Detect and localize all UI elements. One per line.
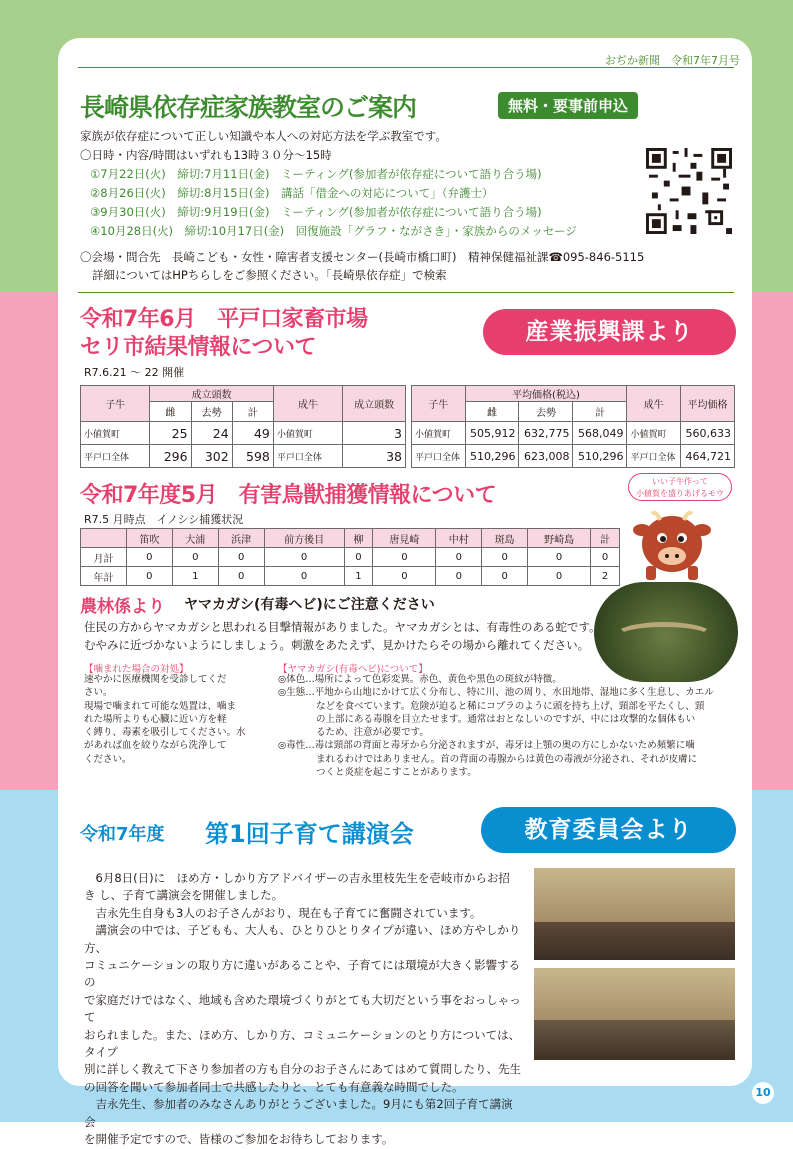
row-label: 小値賀町 bbox=[273, 422, 342, 445]
text-line: で家庭だけではなく、地域も含めた環境づくりがとても大切だという事をおっしゃって bbox=[84, 992, 521, 1025]
col-header: 笛吹 bbox=[126, 529, 172, 548]
free-badge: 無料・要事前申込 bbox=[498, 92, 638, 119]
cell: 0 bbox=[126, 567, 172, 586]
cell: 24 bbox=[191, 422, 232, 445]
text-line: ◎毒性…毒は頸部の背面と毒牙から分泌されますが、毒牙は上顎の奥の方にしかないため頻繁に噛 bbox=[278, 740, 695, 752]
col-header: 雌 bbox=[465, 402, 519, 422]
col-header: 計 bbox=[573, 402, 627, 422]
text-line: く縛り、毒素を吸引してください。水 bbox=[84, 727, 246, 739]
cell: 0 bbox=[591, 548, 620, 567]
cell: 0 bbox=[218, 548, 264, 567]
table-row bbox=[81, 567, 620, 586]
snake-photo bbox=[594, 582, 738, 682]
education-board-label: 教育委員会より bbox=[481, 807, 736, 853]
col-header: 斑島 bbox=[482, 529, 528, 548]
forestry-title: 農林係より bbox=[80, 597, 165, 617]
market-title-line1: 令和7年6月 平戸口家畜市場 bbox=[80, 307, 368, 332]
text-line: コミュニケーションの取り方に違いがあることや、子育てには環境が大きく影響するの bbox=[84, 958, 521, 990]
lecture-title-prefix: 令和7年度 bbox=[80, 824, 165, 845]
cell: 2 bbox=[591, 567, 620, 586]
cell: 0 bbox=[172, 548, 218, 567]
head-count-table bbox=[80, 385, 406, 468]
col-header: 計 bbox=[232, 402, 273, 422]
count-header: 成立頭数 bbox=[150, 386, 273, 402]
text-line: の回答を聞いて参加者同士で共感したりと、とても有意義な時間でした。 bbox=[84, 1079, 464, 1094]
adult-header: 成牛 bbox=[627, 386, 681, 422]
text-line: おられました。また、ほめ方、しかり方、コミュニケーションのとり方については、タイプ bbox=[84, 1027, 521, 1060]
cell: 598 bbox=[232, 445, 273, 468]
col-header: 去勢 bbox=[519, 402, 573, 422]
col-header: 計 bbox=[591, 529, 620, 548]
text-line: つくと炎症を起こすことがあります。 bbox=[278, 767, 477, 779]
table-row bbox=[412, 445, 735, 468]
table-row bbox=[81, 548, 620, 567]
adult-price-header: 平均価格 bbox=[680, 386, 734, 422]
cow-speech-bubble bbox=[628, 473, 732, 501]
snake-warning-title: ヤマカガシ(有毒ヘビ)にご注意ください bbox=[184, 597, 435, 613]
lecture-title: 第1回子育て講演会 bbox=[205, 820, 414, 848]
col-header: 雌 bbox=[150, 402, 191, 422]
audience-shape bbox=[534, 922, 735, 960]
text-line: き し、子育て講演会を開催しました。 bbox=[84, 888, 284, 903]
cow-mascot-icon bbox=[632, 508, 712, 584]
session-item: ③9月30日(火) 締切:9月19日(金) ミーティング(参加者が依存症について語り合う場) bbox=[90, 205, 542, 219]
text-line: ◎体色…場所によって色彩変異。赤色、黄色や黒色の斑紋が特徴。 bbox=[278, 674, 562, 685]
text-line: 吉永先生、参加者のみなさんありがとうございました。9月にも第2回子育て講演会 bbox=[84, 1097, 513, 1129]
session-item: ④10月28日(火) 締切:10月17日(金) 回復施設「グラフ・ながさき」・家族からのメッセージ bbox=[90, 224, 577, 238]
cell: 510,296 bbox=[573, 445, 627, 468]
market-title-line2: セリ市結果情報について bbox=[80, 335, 317, 360]
price-header: 平均価格(税込) bbox=[465, 386, 627, 402]
newsletter-header: おぢか新聞 令和7年7月号 bbox=[605, 54, 740, 67]
row-label: 月計 bbox=[81, 548, 127, 567]
capture-subtitle: R7.5 月時点 イノシシ捕獲状況 bbox=[84, 513, 244, 526]
cell: 1 bbox=[344, 567, 373, 586]
col-header: 柳 bbox=[344, 529, 373, 548]
table-row bbox=[81, 445, 406, 468]
cell: 0 bbox=[373, 567, 436, 586]
snake-shape bbox=[614, 622, 714, 650]
cell: 0 bbox=[436, 567, 482, 586]
table-row bbox=[412, 422, 735, 445]
cell: 296 bbox=[150, 445, 191, 468]
cell: 623,008 bbox=[519, 445, 573, 468]
col-header: 去勢 bbox=[191, 402, 232, 422]
col-header: 大浦 bbox=[172, 529, 218, 548]
text-line: まれるわけではありません。首の背面の毒腺からは黄色の毒液が分泌され、それが皮膚に bbox=[278, 753, 698, 765]
addiction-class-title: 長崎県依存症家族教室のご案内 bbox=[80, 93, 417, 122]
adult-count-header: 成立頭数 bbox=[343, 386, 406, 422]
col-header: 唐見崎 bbox=[373, 529, 436, 548]
cell: 0 bbox=[482, 548, 528, 567]
lecture-body bbox=[84, 870, 524, 1149]
cell: 25 bbox=[150, 422, 191, 445]
cell: 568,049 bbox=[573, 422, 627, 445]
row-label: 平戸口全体 bbox=[273, 445, 342, 468]
cell: 510,296 bbox=[465, 445, 519, 468]
corner-cell bbox=[81, 529, 127, 548]
cell: 1 bbox=[172, 567, 218, 586]
col-header: 野崎島 bbox=[528, 529, 591, 548]
row-label: 小値賀町 bbox=[627, 422, 681, 445]
bite-care-text bbox=[84, 673, 280, 766]
cell: 505,912 bbox=[465, 422, 519, 445]
text-line: の上部にある毒腺を目立たせます。通常はおとなしいのですが、中には攻撃的な個体もい bbox=[278, 713, 696, 725]
snake-info-heading: 【ヤマカガシ(有毒ヘビ)について】 bbox=[278, 664, 428, 675]
text-line: などを食べています。危険が迫ると稀にコブラのように頭を持ち上げ、頸部を平たくし、頸 bbox=[278, 700, 705, 712]
bite-care-heading: 【噛まれた場合の対処】 bbox=[84, 664, 189, 675]
text-line: を開催予定ですので、皆様のご参加をお待ちしております。 bbox=[84, 1132, 394, 1147]
col-header: 中村 bbox=[436, 529, 482, 548]
cell: 0 bbox=[528, 548, 591, 567]
price-table bbox=[411, 385, 735, 468]
text-line: さい。 bbox=[84, 687, 113, 699]
venue-info: 〇会場・問合先 長崎こども・女性・障害者支援センター(長崎市橋口町) 精神保健福祉課☎095-846-5115 bbox=[80, 250, 645, 264]
cell: 3 bbox=[343, 422, 406, 445]
row-label: 平戸口全体 bbox=[81, 445, 150, 468]
cell: 0 bbox=[482, 567, 528, 586]
cell: 0 bbox=[528, 567, 591, 586]
addiction-times: 〇日時・内容/時間はいずれも13時３０分～15時 bbox=[80, 148, 332, 162]
row-label: 小値賀町 bbox=[412, 422, 466, 445]
text-line: があれば血を絞りながら洗浄して bbox=[84, 740, 227, 752]
cell: 560,633 bbox=[680, 422, 734, 445]
cell: 38 bbox=[343, 445, 406, 468]
table-row bbox=[81, 422, 406, 445]
text-line: るため、注意が必要です。 bbox=[278, 727, 429, 739]
wildlife-title: 令和7年度5月 有害鳥獣捕獲情報について bbox=[80, 483, 497, 508]
cell: 0 bbox=[436, 548, 482, 567]
col-header: 前方後目 bbox=[264, 529, 344, 548]
audience-shape bbox=[534, 1020, 735, 1060]
cell: 0 bbox=[264, 567, 344, 586]
text-line: れた場所よりも心臓に近い方を軽 bbox=[84, 713, 227, 725]
cell: 0 bbox=[126, 548, 172, 567]
bubble-line: 小値賀を盛りあげるモウ bbox=[636, 489, 724, 498]
row-label: 平戸口全体 bbox=[627, 445, 681, 468]
cell: 0 bbox=[218, 567, 264, 586]
row-label: 小値賀町 bbox=[81, 422, 150, 445]
section-rule bbox=[78, 292, 734, 293]
row-label: 平戸口全体 bbox=[412, 445, 466, 468]
text-line: ください。 bbox=[84, 753, 132, 765]
qr-code[interactable] bbox=[646, 148, 732, 234]
snake-para: むやみに近づかないようにしましょう。刺激をあたえず、見かけたらその場から離れてください。 bbox=[84, 638, 590, 652]
lecture-photo-2 bbox=[534, 968, 735, 1060]
cell: 0 bbox=[373, 548, 436, 567]
bubble-line: いい子牛作って bbox=[652, 477, 708, 486]
lecture-photo-1 bbox=[534, 868, 735, 960]
text-line: 別に詳しく教えて下さり参加者の方も自分のお子さんにあてはめて質問したり、先生 bbox=[84, 1062, 521, 1077]
text-line: ◎生態…平地から山地にかけて広く分布し、特に川、池の周り、水田地帯、湿地に多く生息し、カエル bbox=[278, 687, 714, 699]
text-line: 6月8日(日)に ほめ方・しかり方アドバイザーの吉永里枝先生を壱岐市からお招 bbox=[84, 871, 510, 885]
text-line: 速やかに医療機関を受診してくだ bbox=[84, 674, 227, 685]
cell: 302 bbox=[191, 445, 232, 468]
cell: 0 bbox=[264, 548, 344, 567]
calf-header: 子牛 bbox=[412, 386, 466, 422]
text-line: 吉永先生自身も3人のお子さんがおり、現在も子育てに奮闘されています。 bbox=[84, 905, 482, 920]
snake-para: 住民の方からヤマカガシと思われる目撃情報がありました。ヤマカガシとは、有毒性のある蛇です。 bbox=[84, 620, 601, 634]
capture-table bbox=[80, 528, 620, 586]
cell: 0 bbox=[344, 548, 373, 567]
session-item: ②8月26日(火) 締切:8月15日(金) 講話「借金への対応について」（弁護士） bbox=[90, 186, 494, 200]
industry-dept-label: 産業振興課より bbox=[483, 309, 736, 355]
session-item: ①7月22日(火) 締切:7月11日(金) ミーティング(参加者が依存症について語り合う場) bbox=[90, 167, 542, 181]
market-date: R7.6.21 ～ 22 開催 bbox=[84, 366, 185, 379]
page-number: 10 bbox=[752, 1082, 774, 1104]
text-line: 講演会の中では、子どもも、大人も、ひとりひとりタイプが違い、ほめ方やしかり方、 bbox=[84, 923, 521, 955]
cell: 49 bbox=[232, 422, 273, 445]
adult-header: 成牛 bbox=[273, 386, 342, 422]
details-info: 詳細についてはHPちらしをご参照ください。「長崎県依存症」で検索 bbox=[92, 268, 447, 282]
cell: 632,775 bbox=[519, 422, 573, 445]
col-header: 浜津 bbox=[218, 529, 264, 548]
snake-info-text bbox=[278, 673, 738, 779]
addiction-intro: 家族が依存症について正しい知識や本人への対応方法を学ぶ教室です。 bbox=[80, 129, 447, 143]
text-line: 現場で噛まれて可能な処置は、噛ま bbox=[84, 700, 237, 712]
row-label: 年計 bbox=[81, 567, 127, 586]
header-rule bbox=[78, 67, 734, 68]
cell: 464,721 bbox=[680, 445, 734, 468]
calf-header: 子牛 bbox=[81, 386, 150, 422]
